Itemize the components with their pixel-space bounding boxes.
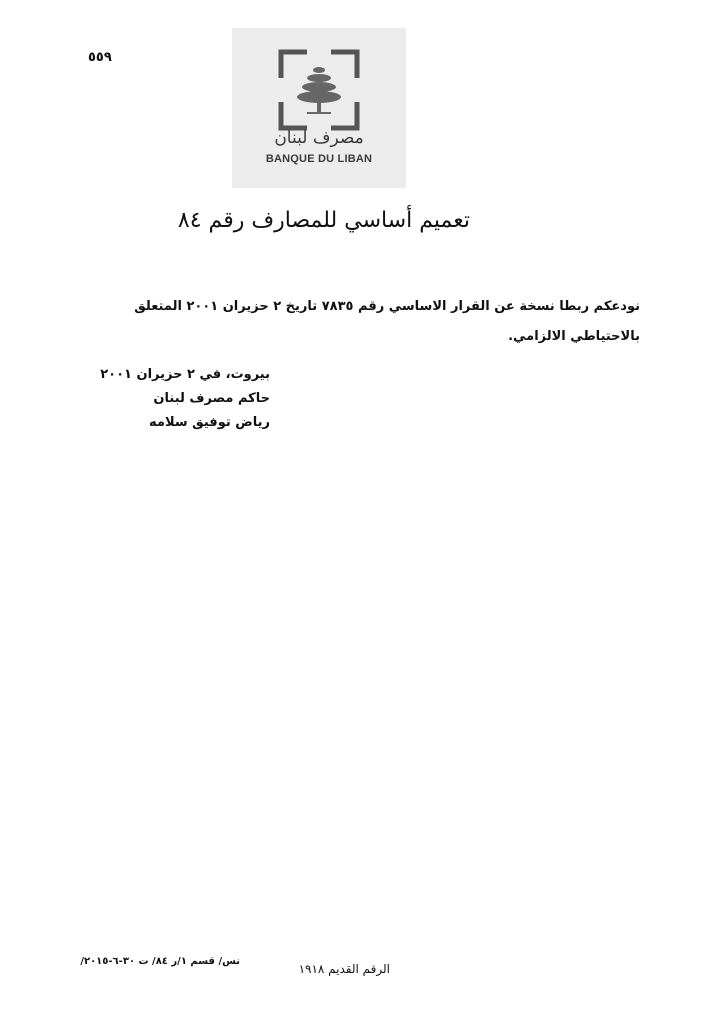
signature-position: حاكم مصرف لبنان xyxy=(153,391,270,406)
document-title: تعميم أساسي للمصارف رقم ٨٤ xyxy=(177,208,470,233)
page-number: ٥٥٩ xyxy=(88,50,112,65)
signature-name: رياض توفيق سلامه xyxy=(149,415,270,430)
bank-logo xyxy=(232,28,406,188)
body-line-2: بالاحتياطي الالزامي. xyxy=(508,329,640,344)
bank-name-latin: BANQUE DU LIBAN xyxy=(265,153,373,165)
cedar-tree-icon xyxy=(277,48,361,132)
bank-name-arabic: مصرف لبنان xyxy=(274,128,364,148)
footer-reference: نس/ قسم ١/ر ٨٤/ ت ٣٠-٦-٢٠١٥/ xyxy=(80,956,240,967)
signature-place-date: بيروت، في ٢ حزيران ٢٠٠١ xyxy=(100,367,270,382)
body-line-1: نودعكم ربطا نسخة عن القرار الاساسي رقم ٧٨٣٥ تاريخ ٢ حزيران ٢٠٠١ المتعلق xyxy=(134,299,640,314)
footer-old-number: الرقم القديم ١٩١٨ xyxy=(298,962,390,976)
document-body xyxy=(70,292,640,352)
